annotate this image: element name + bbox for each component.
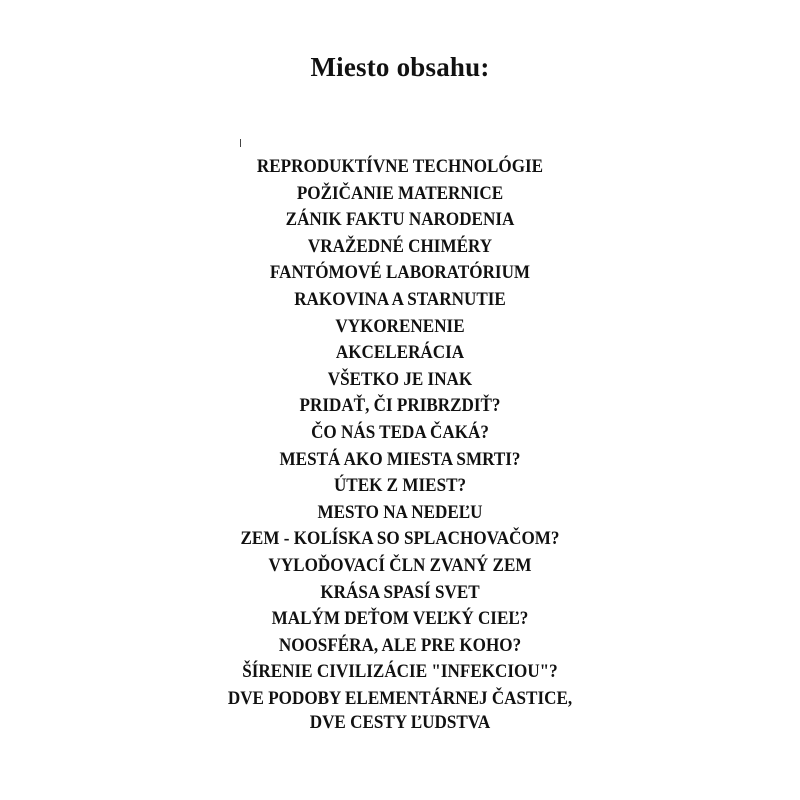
toc-entry: ČO NÁS TEDA ČAKÁ? (311, 421, 489, 443)
toc-entry: RAKOVINA A STARNUTIE (294, 288, 506, 310)
toc-entry: MESTO NA NEDEĽU (317, 501, 483, 523)
toc-entry: VYKORENENIE (335, 315, 465, 337)
toc-entry: VRAŽEDNÉ CHIMÉRY (307, 235, 493, 257)
toc-entry: PRIDAŤ, ČI PRIBRZDIŤ? (299, 395, 501, 417)
toc-entry-continuation: DVE CESTY ĽUDSTVA (309, 712, 491, 734)
stray-mark (240, 139, 241, 147)
toc-entry: FANTÓMOVÉ LABORATÓRIUM (269, 262, 531, 284)
toc-entry: KRÁSA SPASÍ SVET (320, 581, 480, 603)
toc-entry: MALÝM DEŤOM VEĽKÝ CIEĽ? (271, 608, 529, 630)
toc-entry: ZÁNIK FAKTU NARODENIA (285, 209, 515, 231)
toc-entry: VYLOĎOVACÍ ČLN ZVANÝ ZEM (268, 554, 532, 576)
toc-entry: ŠÍRENIE CIVILIZÁCIE "INFEKCIOU"? (242, 661, 558, 683)
table-of-contents (0, 154, 800, 733)
page-title: Miesto obsahu: (310, 52, 490, 82)
toc-entry: REPRODUKTÍVNE TECHNOLÓGIE (256, 156, 544, 177)
toc-entry: ZEM - KOLÍSKA SO SPLACHOVAČOM? (240, 528, 560, 550)
toc-entry: MESTÁ AKO MIESTA SMRTI? (279, 448, 521, 470)
toc-entry: POŽIČANIE MATERNICE (296, 182, 504, 204)
toc-entry: ÚTEK Z MIEST? (333, 475, 467, 497)
toc-entry: VŠETKO JE INAK (327, 368, 473, 390)
toc-entry: DVE PODOBY ELEMENTÁRNEJ ČASTICE, (227, 687, 573, 709)
toc-entry: NOOSFÉRA, ALE PRE KOHO? (278, 634, 522, 656)
toc-entry: AKCELERÁCIA (335, 342, 465, 364)
